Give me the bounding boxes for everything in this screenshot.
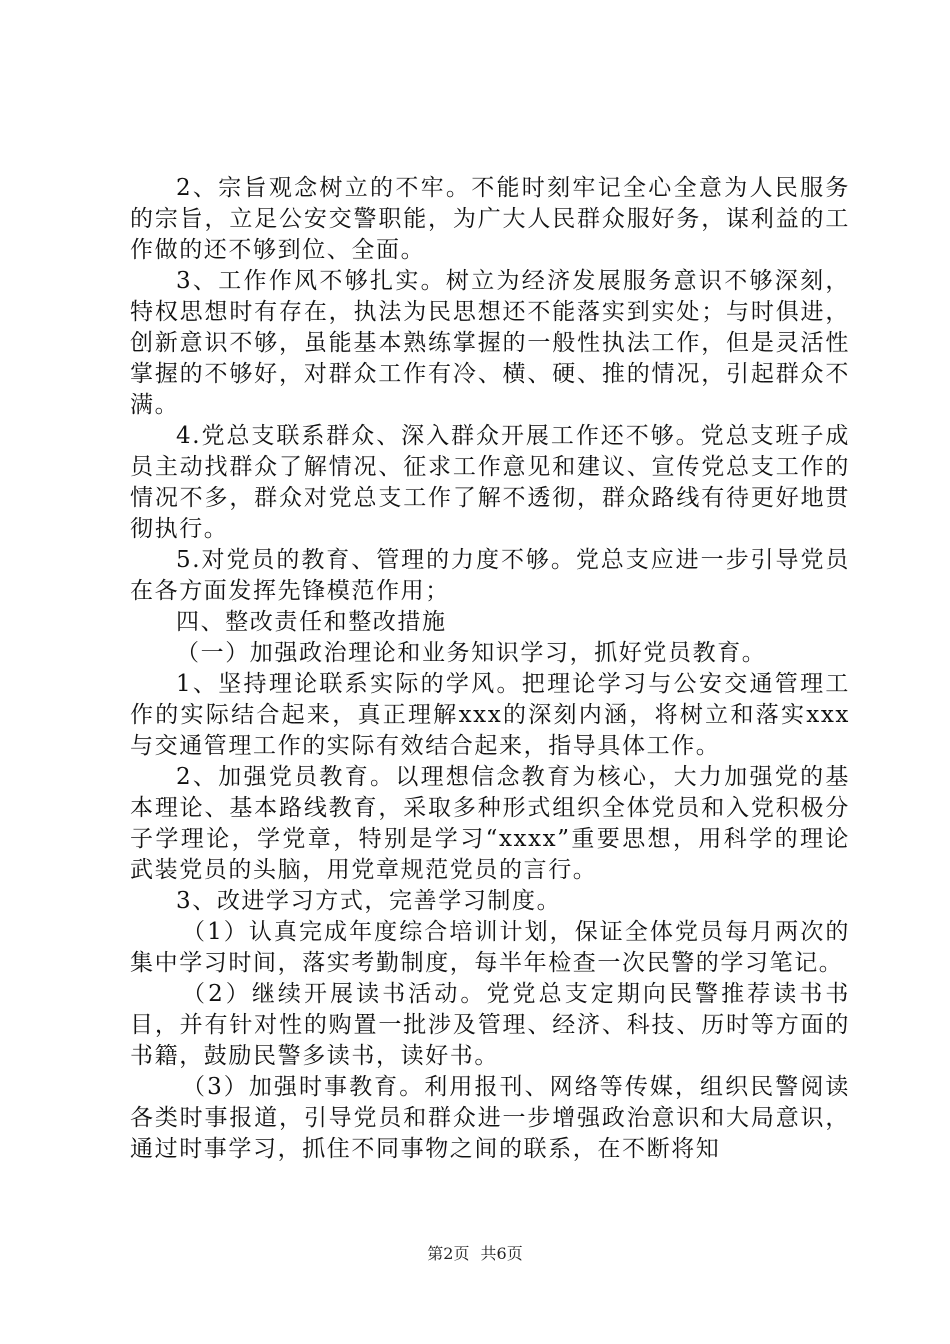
paragraph: （2）继续开展读书活动。党党总支定期向民警推荐读书书目，并有针对性的购置一批涉及管理、经济、科技、历时等方面的书籍，鼓励民警多读书，读好书。 [130, 981, 850, 1069]
current-page-label: 第2页 [427, 1244, 470, 1263]
paragraph: 3、工作作风不够扎实。树立为经济发展服务意识不够深刻，特权思想时有存在，执法为民思想还不能落实到实处；与时俱进，创新意识不够，虽能基本熟练掌握的一般性执法工作，但是灵活性掌握的不够好，对群众工作有冷、横、硬、推的情况，引起群众不满。 [130, 268, 850, 418]
paragraph: 2、加强党员教育。以理想信念教育为核心，大力加强党的基本理论、基本路线教育，采取多种形式组织全体党员和入党积极分子学理论，学党章，特别是学习“xxxx”重要思想，用科学的理论武装党员的头脑，用党章规范党员的言行。 [130, 764, 850, 883]
section-heading: 四、整改责任和整改措施 [176, 609, 447, 635]
paragraph: 3、改进学习方式，完善学习制度。 [176, 888, 562, 914]
subsection-heading: （一）加强政治理论和业务知识学习，抓好党员教育。 [176, 640, 767, 666]
page-number-footer [0, 1244, 950, 1264]
paragraph: 5.对党员的教育、管理的力度不够。党总支应进一步引导党员在各方面发挥先锋模范作用； [130, 547, 850, 604]
paragraph: 2、宗旨观念树立的不牢。不能时刻牢记全心全意为人民服务的宗旨，立足公安交警职能，为广大人民群众服好务，谋利益的工作做的还不够到位、全面。 [130, 175, 850, 263]
paragraph: 4.党总支联系群众、深入群众开展工作还不够。党总支班子成员主动找群众了解情况、征求工作意见和建议、宣传党总支工作的情况不多，群众对党总支工作了解不透彻，群众路线有待更好地贯彻执行。 [130, 423, 850, 542]
paragraph: 1、坚持理论联系实际的学风。把理论学习与公安交通管理工作的实际结合起来，真正理解xxx的深刻内涵，将树立和落实xxx与交通管理工作的实际有效结合起来，指导具体工作。 [130, 671, 850, 759]
paragraph: （1）认真完成年度综合培训计划，保证全体党员每月两次的集中学习时间，落实考勤制度，每半年检查一次民警的学习笔记。 [130, 919, 850, 976]
paragraph: （3）加强时事教育。利用报刊、网络等传媒，组织民警阅读各类时事报道，引导党员和群众进一步增强政治意识和大局意识，通过时事学习，抓住不同事物之间的联系，在不断将知 [130, 1074, 850, 1162]
document-body [130, 173, 850, 1165]
total-pages-label: 共6页 [480, 1244, 523, 1263]
